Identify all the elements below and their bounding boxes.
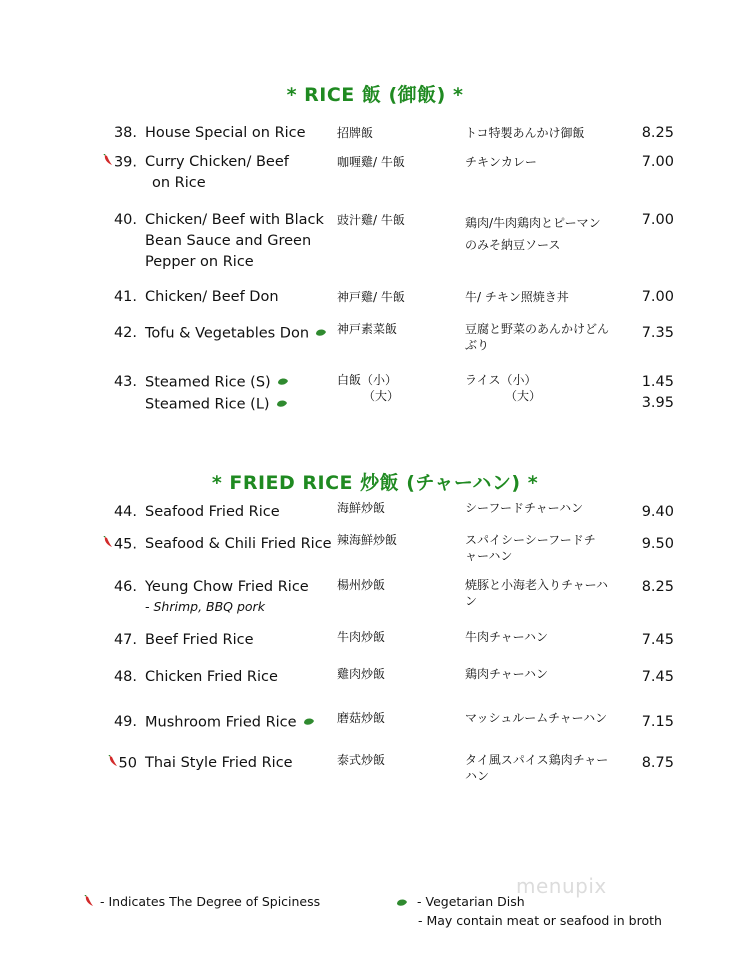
vegetarian-leaf-icon bbox=[277, 372, 289, 393]
item-number: 46. bbox=[113, 579, 137, 595]
item-price: 9.50 bbox=[641, 536, 674, 552]
item-price: 7.45 bbox=[641, 669, 674, 685]
vegetarian-leaf-icon bbox=[315, 323, 327, 344]
broth-note: - May contain meat or seafood in broth bbox=[418, 912, 662, 928]
item-price: 7.15 bbox=[641, 714, 674, 730]
item-name: Mushroom Fried Rice bbox=[145, 712, 345, 734]
item-chinese: 招牌飯 bbox=[337, 126, 374, 140]
item-name: Yeung Chow Fried Rice - Shrimp, BBQ pork bbox=[145, 579, 309, 614]
item-chinese: 磨菇炒飯 bbox=[337, 711, 386, 725]
item-chinese: 神戸素菜飯 bbox=[337, 322, 398, 336]
item-price: 7.45 bbox=[641, 632, 674, 648]
item-japanese: タイ風スパイス鶏肉チャー ハン bbox=[465, 753, 609, 783]
spicy-pepper-icon bbox=[108, 753, 118, 774]
item-number: 49. bbox=[113, 714, 137, 730]
item-name: Curry Chicken/ Beef on Rice bbox=[145, 154, 289, 191]
item-chinese: 辣海鮮炒飯 bbox=[337, 533, 398, 547]
item-price: 8.25 bbox=[641, 125, 674, 141]
item-price: 7.35 bbox=[641, 325, 674, 341]
item-chinese: 泰式炒飯 bbox=[337, 753, 386, 767]
item-price: 7.00 bbox=[641, 212, 674, 228]
spicy-pepper-icon bbox=[84, 894, 94, 912]
item-chinese: 白飯（小） （大） bbox=[337, 373, 400, 403]
item-japanese: スパイシーシーフードチ ャーハン bbox=[465, 533, 596, 563]
item-name: Seafood Fried Rice bbox=[145, 504, 280, 520]
item-name: Beef Fried Rice bbox=[145, 632, 254, 648]
item-chinese: 豉汁雞/ 牛飯 bbox=[337, 213, 405, 227]
item-japanese: 鶏肉/牛肉鶏肉とピーマン のみそ納豆ソース bbox=[465, 216, 601, 252]
item-japanese: 鶏肉チャーハン bbox=[465, 667, 549, 681]
spicy-legend: - Indicates The Degree of Spiciness bbox=[84, 893, 320, 912]
item-chinese: 楊州炒飯 bbox=[337, 578, 386, 592]
item-chinese: 海鮮炒飯 bbox=[337, 501, 386, 515]
watermark: menupix bbox=[516, 874, 607, 898]
item-name: Seafood & Chili Fried Rice bbox=[145, 536, 332, 552]
item-price: 7.00 bbox=[641, 289, 674, 305]
item-number: 42. bbox=[113, 325, 137, 341]
item-price: 7.00 bbox=[641, 154, 674, 170]
item-japanese: 豆腐と野菜のあんかけどん ぶり bbox=[465, 322, 610, 352]
item-japanese: チキンカレー bbox=[465, 155, 537, 169]
vegetarian-leaf-icon bbox=[396, 894, 408, 912]
item-number: 47. bbox=[113, 632, 137, 648]
item-japanese: トコ特製あんかけ御飯 bbox=[465, 126, 585, 140]
item-number: 39. bbox=[103, 152, 137, 174]
item-number: 40. bbox=[113, 212, 137, 228]
item-number: 48. bbox=[113, 669, 137, 685]
item-name: Chicken/ Beef Don bbox=[145, 289, 279, 305]
item-japanese: ライス（小） （大） bbox=[465, 373, 542, 403]
item-number: 38. bbox=[113, 125, 137, 141]
item-name: Chicken Fried Rice bbox=[145, 669, 278, 685]
vegetarian-legend: - Vegetarian Dish - May contain meat or seafood in broth bbox=[396, 893, 662, 930]
item-chinese: 雞肉炒飯 bbox=[337, 667, 386, 681]
item-japanese: 焼豚と小海老入りチャーハ ン bbox=[465, 578, 609, 608]
item-number: 41. bbox=[113, 289, 137, 305]
item-chinese: 咖喱雞/ 牛飯 bbox=[337, 155, 405, 169]
item-chinese: 神戸雞/ 牛飯 bbox=[337, 290, 405, 304]
item-name: House Special on Rice bbox=[145, 125, 306, 141]
item-price: 8.25 bbox=[641, 579, 674, 595]
item-name: Thai Style Fried Rice bbox=[145, 755, 293, 771]
vegetarian-leaf-icon bbox=[303, 712, 315, 733]
fried-rice-heading: * FRIED RICE 炒飯 (チャーハン) * bbox=[211, 472, 539, 494]
item-chinese: 牛肉炒飯 bbox=[337, 630, 386, 644]
item-price: 1.45 3.95 bbox=[641, 374, 674, 411]
spicy-pepper-icon bbox=[103, 152, 113, 173]
item-number: 45. bbox=[103, 534, 137, 556]
item-price: 9.40 bbox=[641, 504, 674, 520]
item-number: 50 bbox=[108, 753, 137, 775]
item-japanese: 牛肉チャーハン bbox=[465, 630, 549, 644]
item-price: 8.75 bbox=[641, 755, 674, 771]
item-name: Tofu & Vegetables Don bbox=[145, 323, 345, 345]
item-japanese: 牛/ チキン照焼き丼 bbox=[465, 290, 569, 304]
item-name: Steamed Rice (S) Steamed Rice (L) bbox=[145, 372, 325, 415]
item-number: 43. bbox=[113, 374, 137, 390]
item-japanese: マッシュルームチャーハン bbox=[465, 711, 608, 725]
item-japanese: シーフードチャーハン bbox=[465, 501, 584, 515]
item-number: 44. bbox=[113, 504, 137, 520]
spicy-pepper-icon bbox=[103, 534, 113, 555]
vegetarian-leaf-icon bbox=[276, 394, 288, 415]
rice-heading: * RICE 飯 (御飯) * bbox=[286, 84, 464, 106]
item-name: Chicken/ Beef with Black Bean Sauce and Green Pepper on Rice bbox=[145, 212, 324, 270]
